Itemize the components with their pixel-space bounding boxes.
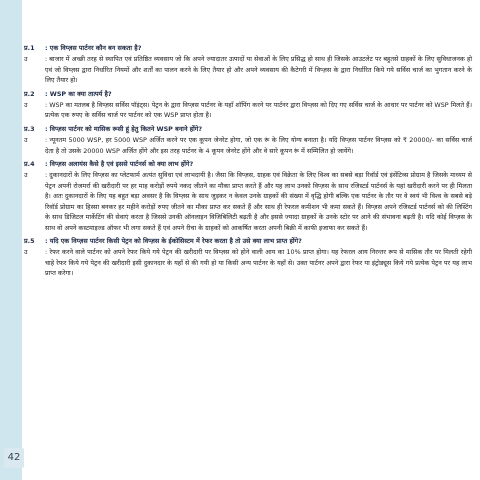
- faq-answer-5: [24, 247, 472, 278]
- faq-answer-2: [24, 100, 472, 121]
- question-label: प्र.3: [24, 124, 35, 133]
- answer-label: उ: [24, 248, 28, 257]
- answer-label: उ: [24, 55, 28, 64]
- answer-text: : दुकानदारों के लिए विप्ज़स का प्लेटफार्म अत्यंत सुविधा एवं लाभदायी है। जैसा कि विप्ज़स, ग्राहक एवं विक्रेता के लिए विश्व का सबसे बड़ा रिवॉर्ड एवं इंसेंटिव्स प्रोग्राम है जिसके माध्यम से पेट्रन अपनी रोजमर्रा की खरीदारी पर हर माह करोड़ों रुपये नकद जीतने का मौका प्राप्त करते हैं और यह लाभ उनको विप्ज़स के साथ रजिस्टर्ड पार्टनर्स के यहां खरीदारी करने पर ही मिलता है। अतः दुकानदारों के लिए यह बहुत बड़ा अवसर है कि विप्ज़स के साथ जुड़कर न केवल उनके ग्राहकों की संख्या में वृद्धि होगी बल्कि एक पार्टनर के तौर पर वे स्वयं भी विश्व के सबसे बड़े रिवॉर्ड प्रोग्राम का हिस्सा बनकर हर महीने करोड़ों रुपए जीतने का मौका प्राप्त कर सकते हैं और साथ ही रेफरल कमीशन भी कमा सकते हैं। विप्ज़स अपने रजिस्टर्ड पार्टनर्स को की लिस्टिंग के साथ डिजिटल मार्केटिंग की सेवाएं करता है जिससे उनकी ऑनलाइन विजिबिलिटी बढ़ती है और इससे ज्यादा ग्राहकों के उनके स्टोर पर आने की संभावना बढ़ती है। यदि कोई विप्ज़स के साथ वो अपने कस्टमाइज्ड ऑफर भी लगा सकते हैं एवं अपने रीचा के ग्राहकों को आकर्षित करता अपनी बिक्री में काफी इजाफा कर सकते हैं।: [45, 171, 472, 232]
- faq-answer-4: [24, 170, 472, 232]
- faq-question-4: [24, 159, 472, 169]
- question-label: प्र.1: [24, 44, 35, 52]
- faq-answer-1: [24, 54, 472, 85]
- answer-text: : WSP का मतलब है विप्ज़स सर्विस पॉइंट्स। पेट्रन के द्वारा विप्ज़स पार्टनर के यहाँ शॉपिंग करने पर पार्टनर द्वारा विप्ज़स को दिए गए सर्विस चार्ज के आधार पर पार्टनर को WSP मिलते हैं। प्रत्येक एक रुपए के सर्विस चार्ज पर पार्टनर को एक WSP प्राप्त होता है।: [45, 101, 472, 120]
- answer-label: उ: [24, 171, 28, 180]
- side-band: [0, 0, 22, 480]
- faq-question-5: [24, 236, 472, 246]
- faq-question-2: [24, 89, 472, 99]
- question-text: : यदि एक विप्ज़स पार्टनर किसी पेट्रन को विप्ज़स के ईकोसिस्टम में रेफर करता है तो उसे क्या लाभ प्राप्त होंगे?: [45, 236, 302, 245]
- question-label: प्र.2: [24, 89, 35, 98]
- question-text: : विप्ज़स पार्टनर को मासिक रूसी हूं हेतु कितने WSP बनाने होंगे?: [45, 124, 203, 133]
- answer-text: : बाजार में अच्छी तरह से स्थापित एवं प्रतिष्ठित व्यवसाय जो कि अपने ज्यादातर उत्पादों या सेवाओं के लिए प्रसिद्ध हो साथ ही जिसके आउटलेट पर बहुतसे ग्राहकों के लिए सुविधाजनक हो एवं जो विप्ज़स द्वारा निर्धारित नियमों और शर्तों का पालन करने के लिए तैयार हो और अपने व्यवसाय की कैटेगरी में विप्ज़स के द्वारा निर्धारित किये गये सर्विस चार्ज का भुगतान करने के लिए तैयार हो।: [45, 55, 472, 85]
- answer-label: उ: [24, 136, 28, 145]
- question-label: प्र.5: [24, 236, 35, 245]
- question-text: : एक विप्ज़स पार्टनर कौन बन सकता है?: [45, 44, 142, 52]
- answer-text: : न्यूनतम 5000 WSP, हर 5000 WSP अर्जित करने पर एक कूपन जेनरेट होगा, जो एक रूं के लिए योग्य बनाता है। यदि विप्ज़स पार्टनर विप्ज़स को ₹ 20000/- का सर्विस चार्ज देता है तो उसके 20000 WSP अर्जित होंगे और इस तरह पार्टनर के 4 कूपन जेनरेट होंगे और वे सारे कूपन रूं में सम्मिलित हो जायेंगे।: [45, 136, 472, 155]
- faq-question-3: [24, 124, 472, 134]
- faq-question-1: [24, 43, 472, 53]
- answer-label: उ: [24, 101, 28, 110]
- page-number: 42: [4, 448, 24, 468]
- faq-content: [24, 40, 472, 279]
- answer-text: : रेफर करने वाले पार्टनर को अपने रेफर किये गये पेट्रन की खरीदारी पर विप्ज़स को होने वाली आय का 10% प्राप्त होगा। यह रेफरल आय निरन्तर रूप से मासिक तौर पर मिलती रहेगी चाहे रेफर किये गये पेट्रन की खरीदारी इसी दुकानदार के यहाँ से की गयी हो या किसी अन्य पार्टनर के यहाँ से। उक्त पार्टनर अपने द्वारा रेफर या इंट्रोड्यूस किये गये प्रत्येक पेट्रन पर यह लाभ प्राप्त करेगा।: [45, 248, 472, 278]
- question-text: : WSP का क्या तात्पर्य है?: [45, 89, 112, 98]
- faq-answer-3: [24, 135, 472, 156]
- question-text: : विप्ज़स अलायंस कैसे है एवं इससे पार्टनर्स को क्या लाभ होंगे?: [45, 160, 194, 169]
- question-label: प्र.4: [24, 160, 35, 169]
